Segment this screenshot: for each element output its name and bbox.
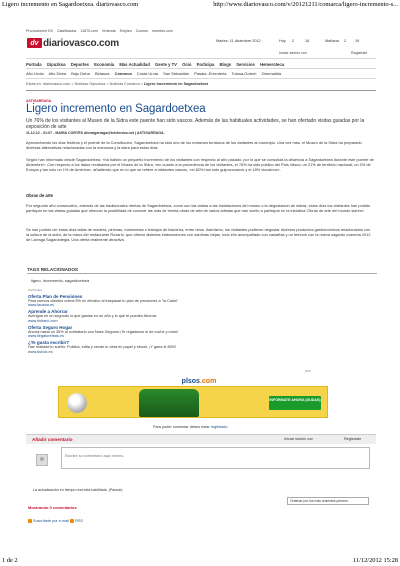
weather-tomorrow-label: Mañana <box>325 39 339 43</box>
rss-icon <box>70 519 74 523</box>
comments-count: Mostrando 0 comentarios <box>28 505 77 510</box>
ad-url[interactable]: www.bubok.es <box>28 349 53 354</box>
ad-url[interactable]: www.finbanc.com <box>28 318 58 323</box>
ads-label: Publicidad <box>28 288 42 292</box>
sort-select[interactable]: Ordenar por los más recientes primero <box>287 497 369 505</box>
top-links <box>26 29 176 33</box>
print-url: http://www.diariovasco.com/v/20121211/comarca/ligero-incremento-s... <box>213 1 398 8</box>
breadcrumb-prefix: Estás en: <box>26 82 42 86</box>
subnav-item[interactable]: Bidasoa <box>94 71 110 76</box>
breadcrumb-item[interactable]: Noticias Gipuzkoa <box>74 82 106 86</box>
ad-item[interactable] <box>28 340 378 353</box>
article-paragraph: Por segundo año consecutivo, además de las tradicionales ofertas de Sagardoetxea, como son las visitas a las instalaciones del museo o la degustación de sidras, estos días los visitantes han podido participar en las visitas guiadas que ofrecían la posibilidad de conocer las más de treinta obras de arte de varios artistas que han vuelto a participar en la iniciativa 'Obras de arte del mundo sidrero'. <box>26 203 371 213</box>
comment-login-link[interactable]: Iniciar sesión con <box>284 437 314 441</box>
nav-item[interactable]: Ocio <box>182 62 192 67</box>
banner-brand-logo[interactable] <box>164 376 234 386</box>
tags-title: TAGS RELACIONADOS <box>27 267 377 274</box>
subnav-divider <box>26 78 376 79</box>
print-page-number: 1 de 2 <box>2 557 18 564</box>
nav-divider <box>26 68 376 69</box>
top-link[interactable]: Coches <box>135 29 148 33</box>
rss-link[interactable]: RSS <box>75 519 83 523</box>
ad-title[interactable]: ¿Te gusta escribir? <box>28 340 70 346</box>
article-byline: 11.12.12 - 01:07 - MARÍA CORTÉS diveaigarraga@telefonica.net | ASTIGARRAGA. <box>26 131 165 135</box>
content-divider <box>26 90 376 91</box>
subnav-item[interactable]: Alto Deba <box>48 71 67 76</box>
add-comment-title: Añadir comentario <box>32 437 73 442</box>
article-lead: Un 76% de los visitantes al Museo de la Sidra este puente han sido vascos. Además de las habituales actividades, se han ofertado visitas guiadas por la exposición de arte <box>26 118 365 130</box>
ad-url[interactable]: www.lacaixa.es <box>28 303 54 308</box>
article-subhead: Obras de arte <box>26 193 53 198</box>
main-nav <box>26 62 288 67</box>
weather-today-min: 2 <box>292 39 295 43</box>
subnav-item[interactable]: Alto Urola <box>26 71 44 76</box>
realtime-update-note[interactable]: La actualización en tiempo real está habilitada. (Pausar) <box>33 488 123 492</box>
register-link[interactable]: Registrate <box>351 51 368 55</box>
ad-title[interactable]: Oferta Seguro Hogar <box>28 324 73 330</box>
ad-url[interactable]: www.llegaturefeas.es <box>28 334 64 339</box>
top-link[interactable]: Promociones DV <box>26 29 53 33</box>
ad-item[interactable] <box>28 309 378 322</box>
article-paragraph: Aprovechando los días festivos y el puente de la Constitución, Sagardoetxea ha sido uno de los reclamos turísticos de los visitantes al municipio. Una vez más, el Museo de la Sidra ha preparado diversas alternativas relacionadas con la manzana y la sidra para estos días. <box>26 140 362 150</box>
top-link[interactable]: muertos.com <box>151 29 173 33</box>
banner-brand: plsos <box>181 377 200 385</box>
nav-item[interactable]: Servicios <box>236 62 255 67</box>
breadcrumb-item[interactable]: diariovasco.com <box>42 82 71 86</box>
nav-item[interactable]: Portada <box>26 62 42 67</box>
avatar <box>36 454 48 466</box>
subnav-item[interactable]: Tolosa-Goierri <box>231 71 257 76</box>
ad-item[interactable] <box>28 294 378 307</box>
comment-input[interactable]: Escribe su comentario aquí mismo. <box>61 447 370 469</box>
breadcrumb: Estás en: diariovasco.com > Noticias Gipuzkoa > Noticias Comarca > Ligero incremento en Sagardoetxea <box>26 82 209 86</box>
ad-text: Haz realidad tu sueño: Publica, edita y vende tu obra en papel y ebook. ¡Y gana el 80%! <box>28 345 177 350</box>
print-date: 11/12/2012 15:28 <box>352 557 398 564</box>
print-title: Ligero incremento en Sagardoetxea. diariovasco.com <box>2 1 139 8</box>
advertising-banner[interactable] <box>58 386 328 418</box>
nav-item[interactable]: Deportes <box>70 62 89 67</box>
breadcrumb-item[interactable]: Noticias Comarca <box>109 82 140 86</box>
weather-tomorrow-min: 2 <box>344 39 347 43</box>
subnav-item-active[interactable]: Comarca <box>114 71 132 76</box>
article-headline: Ligero incremento en Sagardoetxea <box>26 103 206 115</box>
weather-today-max: 16 <box>305 39 310 43</box>
subnav-item[interactable]: Zinemaldia <box>261 71 282 76</box>
ad-text: Ahorra hasta un 35% al contratarlo con Naez Seguros.¡Te regalamos el de coche y moto! <box>28 329 179 334</box>
top-link[interactable]: Clasificados <box>56 29 77 33</box>
subnav-item[interactable]: Pasaia -Errenteria <box>194 71 227 76</box>
subnav-item[interactable]: Bajo Deba <box>71 71 90 76</box>
logo-name: diariovasco.com <box>43 37 119 49</box>
logo-mark: dv <box>27 38 42 48</box>
nav-item[interactable]: Hemeroteca <box>260 62 285 67</box>
subnav-item[interactable]: San Sebastián <box>163 71 190 76</box>
weather-tomorrow-max: 19 <box>355 39 360 43</box>
tags-list[interactable]: ligero, incremento, sagardoetxea <box>31 278 90 283</box>
registered-link[interactable]: registrado <box>210 425 228 429</box>
ad-network-logo: pon <box>305 369 311 373</box>
article-paragraph: Se han podido ver estos días tallas de madera, pinturas, marionetas o trabajos de bisutería, entre otros. Asimismo, los visitantes pudieron degustar diversos productos gastronómicos relacionados con la cultura de la sidra, de la mano del restaurante Roxario, que ofreció distintas elaboraciones con sardinas viejas, todo ello acompañado con castañas y un berinoir con la nueva sagardo cosecha 2012 de Lizeaga Sagardotegia. Una oferta realmente atractiva. <box>26 227 371 242</box>
comment-register-link[interactable]: Registrate <box>344 437 362 441</box>
login-note-text: Para poder comentar debes estar <box>153 425 210 429</box>
ad-text: Para nuevos clientes online:5% en efectivo al traspasar tu plan de pensiones a "la Caixa" <box>28 299 179 303</box>
weather-today-label: Hoy <box>279 39 286 43</box>
print-header <box>0 0 400 12</box>
section-label: ASTIGARRAGA <box>26 99 52 103</box>
top-link[interactable]: Vivienda <box>101 29 116 33</box>
banner-brand-suffix: .com <box>199 377 217 385</box>
ad-title[interactable]: Aprende a Ahorrar <box>28 309 68 315</box>
ball-icon <box>67 393 87 413</box>
current-date: Martes, 11 diciembre 2012 <box>216 39 261 43</box>
top-link[interactable]: Empleo <box>119 29 132 33</box>
sponsored-links <box>28 288 378 354</box>
nav-item[interactable]: Economía <box>94 62 115 67</box>
email-icon <box>28 519 32 523</box>
ad-item[interactable] <box>28 325 378 338</box>
top-link[interactable]: 11870.com <box>80 29 98 33</box>
nav-item[interactable]: Gipuzkoa <box>46 62 66 67</box>
site-logo[interactable] <box>27 37 119 49</box>
banner-cta-button[interactable]: INFÓRMATE AHORA (DUDAS) <box>269 396 321 410</box>
header-divider <box>26 58 376 59</box>
nav-item[interactable]: Más Actualidad <box>119 62 150 67</box>
breadcrumb-current: Ligero incremento en Sagardoetxea <box>143 82 209 86</box>
nav-item[interactable]: Participa <box>196 62 215 67</box>
sub-nav <box>26 71 285 76</box>
ad-title[interactable]: Oferta Plan de Pensiones <box>28 294 83 299</box>
ad-text: Averigua en un segundo lo que gastas en un año y lo que te puedes Ahorrar. <box>28 314 158 319</box>
comments-header <box>26 434 376 444</box>
comment-login-note <box>153 425 228 429</box>
nav-item[interactable]: Blogs <box>219 62 232 67</box>
subscribe-links <box>28 519 83 523</box>
nav-item[interactable]: Gente y TV <box>155 62 177 67</box>
subscribe-email-link[interactable]: Suscríbete por e-mail <box>33 519 70 523</box>
login-link[interactable]: Iniciar sesión con <box>279 51 307 55</box>
subnav-item[interactable]: Costa Urola <box>136 71 158 76</box>
print-footer <box>0 556 400 566</box>
player-figure <box>139 389 199 417</box>
article-paragraph: Según han informado desde Sagardoetxea, «ha habido un pequeño incremento de los visitantes con respecto al año pasado, por lo que se consolida la afluencia a Sagardoetxea durante este puente de diciembre». Con respecto a los datos recabados por el Museo de la Sidra, «en cuanto a la procedencia de los visitantes, el 76% ha sido público del País Vasco; un 21% de territorio nacional; un 2% de Europa y tan solo un 1% de América», añadiendo que en lo que se refiere a visitantes vascos, «el 82% han sido guipuzcoanos y el 18% vizcaínos». <box>26 157 374 172</box>
